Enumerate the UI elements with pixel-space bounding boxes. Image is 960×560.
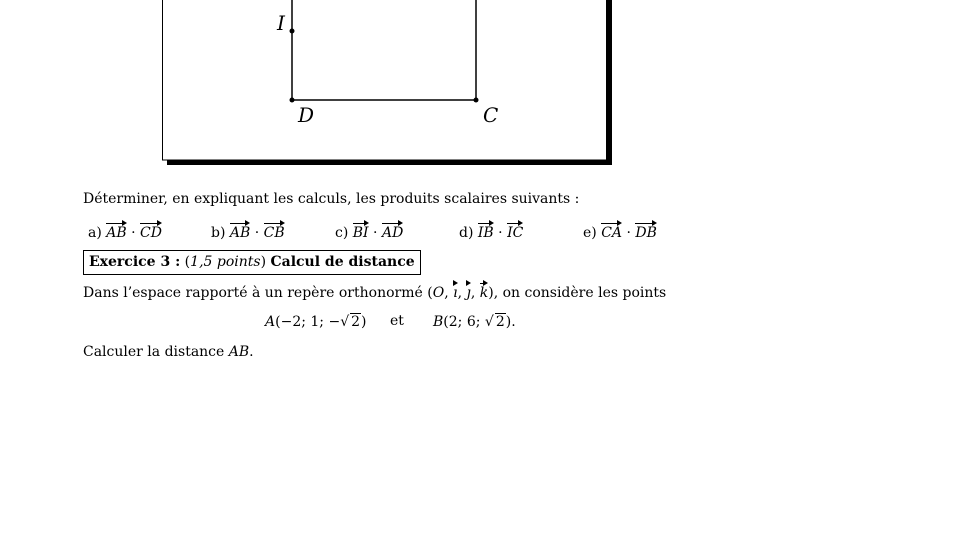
label-D: D: [298, 103, 315, 127]
label-C: C: [483, 103, 499, 127]
point-C: [474, 98, 479, 103]
label-I: I: [277, 11, 285, 35]
exercise3-subtitle: Calcul de distance: [270, 254, 415, 270]
product-c: c) BI · AD: [335, 225, 404, 241]
exercise3-title: Exercice 3 :: [89, 254, 181, 270]
connector-et: et: [390, 313, 404, 329]
product-b: b) AB · CB: [211, 225, 285, 241]
exercise3-statement: Dans l’espace rapporté à un repère orthonormé (O, ı, ȷ, k), on considère les points: [83, 285, 667, 301]
exercise3-points: 1,5 points: [190, 254, 261, 270]
point-D: [290, 98, 295, 103]
point-B-coords: B(2; 6; √ 2).: [433, 314, 516, 330]
frame-border: [163, 0, 607, 160]
point-A-coords: A(−2; 1; −√ 2): [265, 314, 367, 330]
product-e: e) CA · DB: [583, 225, 657, 241]
product-a: a) AB · CD: [88, 225, 162, 241]
geometry-figure: [0, 0, 960, 175]
exercise3-heading: Exercice 3 : (1,5 points) Calcul de distance: [83, 250, 421, 275]
point-I: [290, 29, 295, 34]
exercise3-question: Calculer la distance AB.: [83, 344, 254, 360]
intro-text: Déterminer, en expliquant les calculs, les produits scalaires suivants :: [83, 191, 580, 207]
product-d: d) IB · IC: [459, 225, 524, 241]
